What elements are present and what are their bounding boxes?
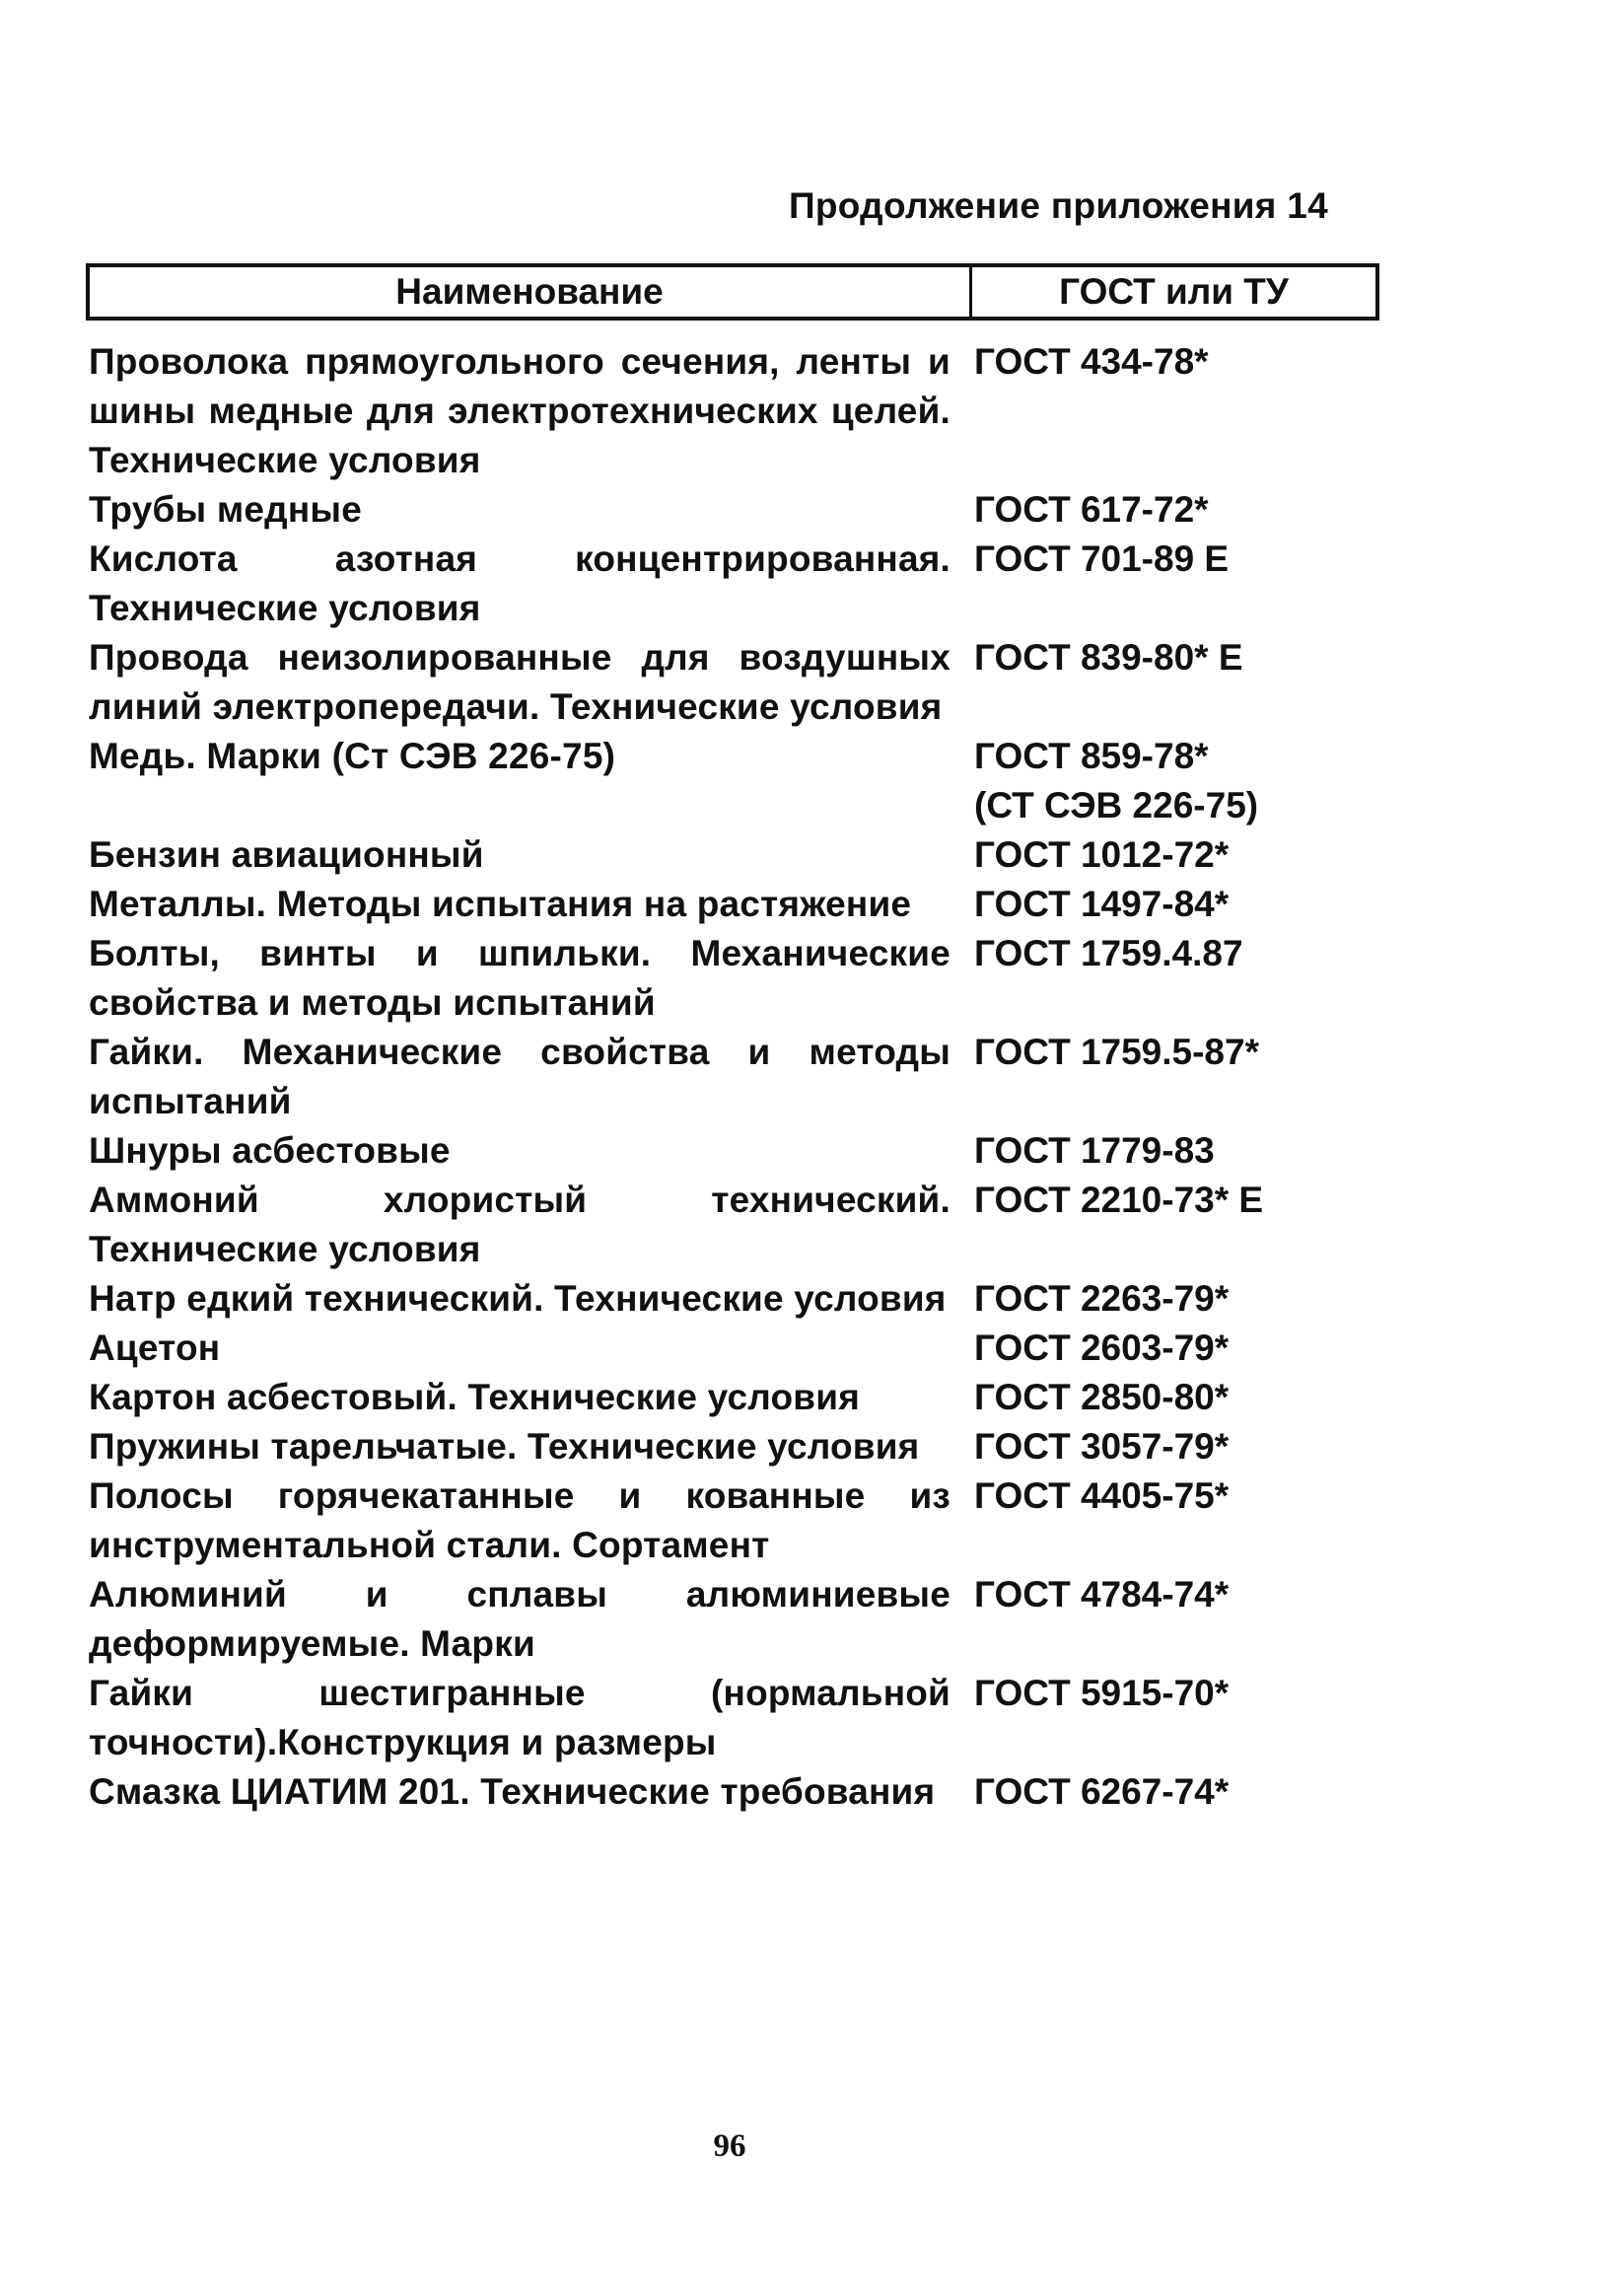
row-gost: ГОСТ 839-80* Е bbox=[974, 637, 1243, 678]
row-gost: ГОСТ 859-78* (СТ СЭВ 226-75) bbox=[974, 736, 1259, 825]
header-name-column: Наименование bbox=[90, 267, 972, 317]
table-row bbox=[89, 337, 1390, 485]
row-name: Медь. Марки (Ст СЭВ 226-75) bbox=[89, 736, 616, 776]
row-name: Ацетон bbox=[89, 1327, 221, 1368]
row-gost: ГОСТ 617-72* bbox=[974, 489, 1209, 530]
row-gost: ГОСТ 2263-79* bbox=[974, 1278, 1230, 1319]
header-gost-column: ГОСТ или ТУ bbox=[1059, 271, 1289, 312]
row-name: Полосы горячекатанные и кованные из инструментальной стали. Сортамент bbox=[89, 1475, 951, 1565]
row-gost: ГОСТ 1497-84* bbox=[974, 884, 1230, 924]
table-body bbox=[89, 337, 1390, 1817]
table-row bbox=[89, 880, 1390, 929]
row-gost: ГОСТ 1779-83 bbox=[974, 1130, 1215, 1171]
table-row bbox=[89, 1274, 1390, 1324]
table-row bbox=[89, 535, 1390, 633]
row-gost: ГОСТ 434-78* bbox=[974, 341, 1209, 382]
row-gost: ГОСТ 1759.5-87* bbox=[974, 1032, 1259, 1072]
row-name: Пружины тарельчатые. Технические условия bbox=[89, 1426, 920, 1467]
row-gost: ГОСТ 2210-73* Е bbox=[974, 1180, 1264, 1220]
table-row bbox=[89, 1126, 1390, 1176]
row-gost: ГОСТ 1759.4.87 bbox=[974, 933, 1243, 973]
table-row bbox=[89, 1176, 1390, 1274]
row-gost: ГОСТ 5915-70* bbox=[974, 1673, 1230, 1713]
row-gost: ГОСТ 2603-79* bbox=[974, 1327, 1230, 1368]
table-row bbox=[89, 830, 1390, 880]
row-name: Проволока прямоугольного сечения, ленты и шины медные для электротехнических целей. Технические условия bbox=[89, 341, 951, 480]
row-gost: ГОСТ 4784-74* bbox=[974, 1574, 1230, 1614]
row-name: Натр едкий технический. Технические условия bbox=[89, 1278, 947, 1319]
table-row bbox=[89, 1324, 1390, 1373]
table-row bbox=[89, 1422, 1390, 1471]
row-name: Гайки шестигранные (нормальной точности).Конструкция и размеры bbox=[89, 1673, 951, 1762]
row-gost: ГОСТ 4405-75* bbox=[974, 1475, 1230, 1516]
table-row bbox=[89, 1570, 1390, 1669]
row-name: Смазка ЦИАТИМ 201. Технические требования bbox=[89, 1771, 936, 1812]
table-row bbox=[89, 633, 1390, 732]
table-row bbox=[89, 485, 1390, 535]
row-name: Провода неизолированные для воздушных линий электропередачи. Технические условия bbox=[89, 637, 951, 727]
row-name: Болты, винты и шпильки. Механические свойства и методы испытаний bbox=[89, 933, 951, 1023]
row-gost: ГОСТ 701-89 Е bbox=[974, 538, 1230, 579]
row-gost: ГОСТ 3057-79* bbox=[974, 1426, 1230, 1467]
row-name: Гайки. Механические свойства и методы испытаний bbox=[89, 1032, 951, 1121]
row-gost: ГОСТ 2850-80* bbox=[974, 1377, 1230, 1417]
row-name: Трубы медные bbox=[89, 489, 362, 530]
row-name: Аммоний хлористый технический. Технические условия bbox=[89, 1180, 951, 1269]
row-name: Картон асбестовый. Технические условия bbox=[89, 1377, 860, 1417]
table-row bbox=[89, 1471, 1390, 1570]
table-row bbox=[89, 1767, 1390, 1817]
table-row bbox=[89, 732, 1390, 830]
row-name: Металлы. Методы испытания на растяжение bbox=[89, 884, 912, 924]
row-name: Кислота азотная концентрированная. Технические условия bbox=[89, 538, 951, 628]
row-name: Шнуры асбестовые bbox=[89, 1130, 451, 1171]
table-row bbox=[89, 1028, 1390, 1126]
page-number: 96 bbox=[713, 2128, 746, 2164]
row-name: Алюминий и сплавы алюминиевые деформируемые. Марки bbox=[89, 1574, 951, 1664]
row-gost: ГОСТ 6267-74* bbox=[974, 1771, 1230, 1812]
table-row bbox=[89, 1669, 1390, 1767]
continuation-label: Продолжение приложения 14 bbox=[788, 185, 1328, 226]
row-name: Бензин авиационный bbox=[89, 834, 484, 875]
table-row bbox=[89, 929, 1390, 1028]
table-header bbox=[86, 263, 1379, 321]
row-gost: ГОСТ 1012-72* bbox=[974, 834, 1230, 875]
table-row bbox=[89, 1373, 1390, 1422]
